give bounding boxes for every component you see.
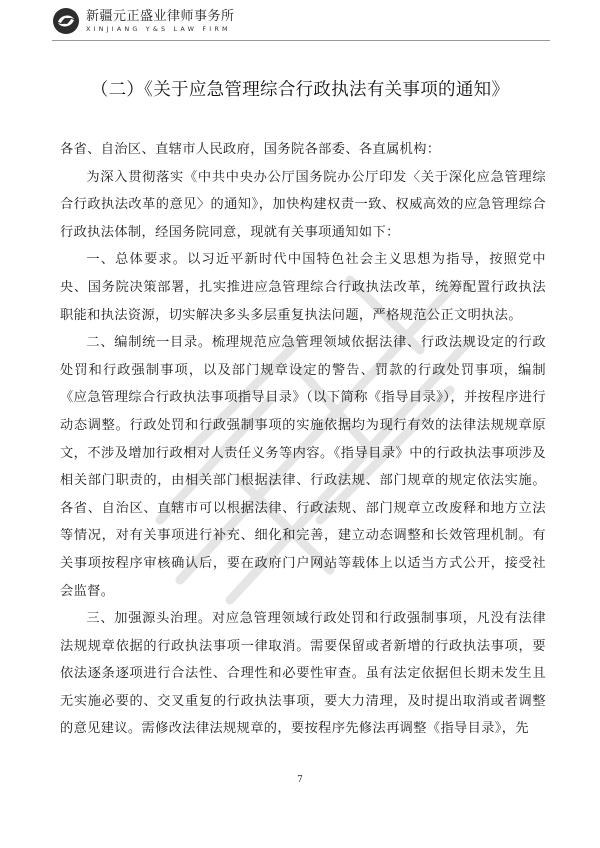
document-body: [60, 136, 546, 743]
header-divider: [52, 40, 550, 41]
salutation: 各省、自治区、直辖市人民政府，国务院各部委、各直属机构：: [60, 142, 441, 157]
body-paragraph: 为深入贯彻落实《中共中央办公厅国务院办公厅印发〈关于深化应急管理综合行政执法改革的意见〉的通知》，加快构建权责一致、权威高效的应急管理综合行政执法体制，经国务院同意，现就有关事项通知如下：: [60, 169, 546, 240]
firm-logo-icon: [52, 7, 80, 35]
body-paragraph: 二、编制统一目录。梳理规范应急管理领域依据法律、行政法规设定的行政处罚和行政强制事项，以及部门规章设定的警告、罚款的行政处罚事项，编制《应急管理综合行政执法事项指导目录》（以下简称《指导目录》），并按程序进行动态调整。行政处罚和行政强制事项的实施依据均为现行有效的法律法规规章原文，不涉及增加行政相对人责任义务等内容。《指导目录》中的行政执法事项涉及相关部门职责的，由相关部门根据法律、行政法规、部门规章的规定依法实施。各省、自治区、直辖市可以根据法律、行政法规、部门规章立改废释和地方立法等情况，对有关事项进行补充、细化和完善，建立动态调整和长效管理机制。有关事项按程序审核确认后，要在政府门户网站等载体上以适当方式公开，接受社会监督。: [60, 335, 546, 599]
body-paragraph: 一、总体要求。以习近平新时代中国特色社会主义思想为指导，按照党中央、国务院决策部署，扎实推进应急管理综合行政执法改革，统筹配置行政执法职能和执法资源，切实解决多头多层重复执法问题，严格规范公正文明执法。: [60, 252, 546, 323]
page-number: 7: [297, 775, 303, 785]
document-title: （二）《关于应急管理综合行政执法有关事项的通知》: [90, 80, 510, 100]
body-paragraph: 三、加强源头治理。对应急管理领域行政处罚和行政强制事项，凡没有法律法规规章依据的行政执法事项一律取消。需要保留或者新增的行政执法事项，要依法逐条逐项进行合法性、合理性和必要性审查。虽有法定依据但长期未发生且无实施必要的、交叉重复的行政执法事项，要大力清理，及时提出取消或者调整的意见建议。需修改法律法规规章的，要按程序先修法再调整《指导目录》，先: [60, 611, 546, 737]
letterhead: [52, 4, 552, 38]
firm-name-chinese: 新疆元正盛业律师事务所: [86, 8, 235, 24]
firm-name-block: [86, 10, 235, 32]
firm-name-english: XINJIANG Y&S LAW FIRM: [86, 24, 231, 33]
